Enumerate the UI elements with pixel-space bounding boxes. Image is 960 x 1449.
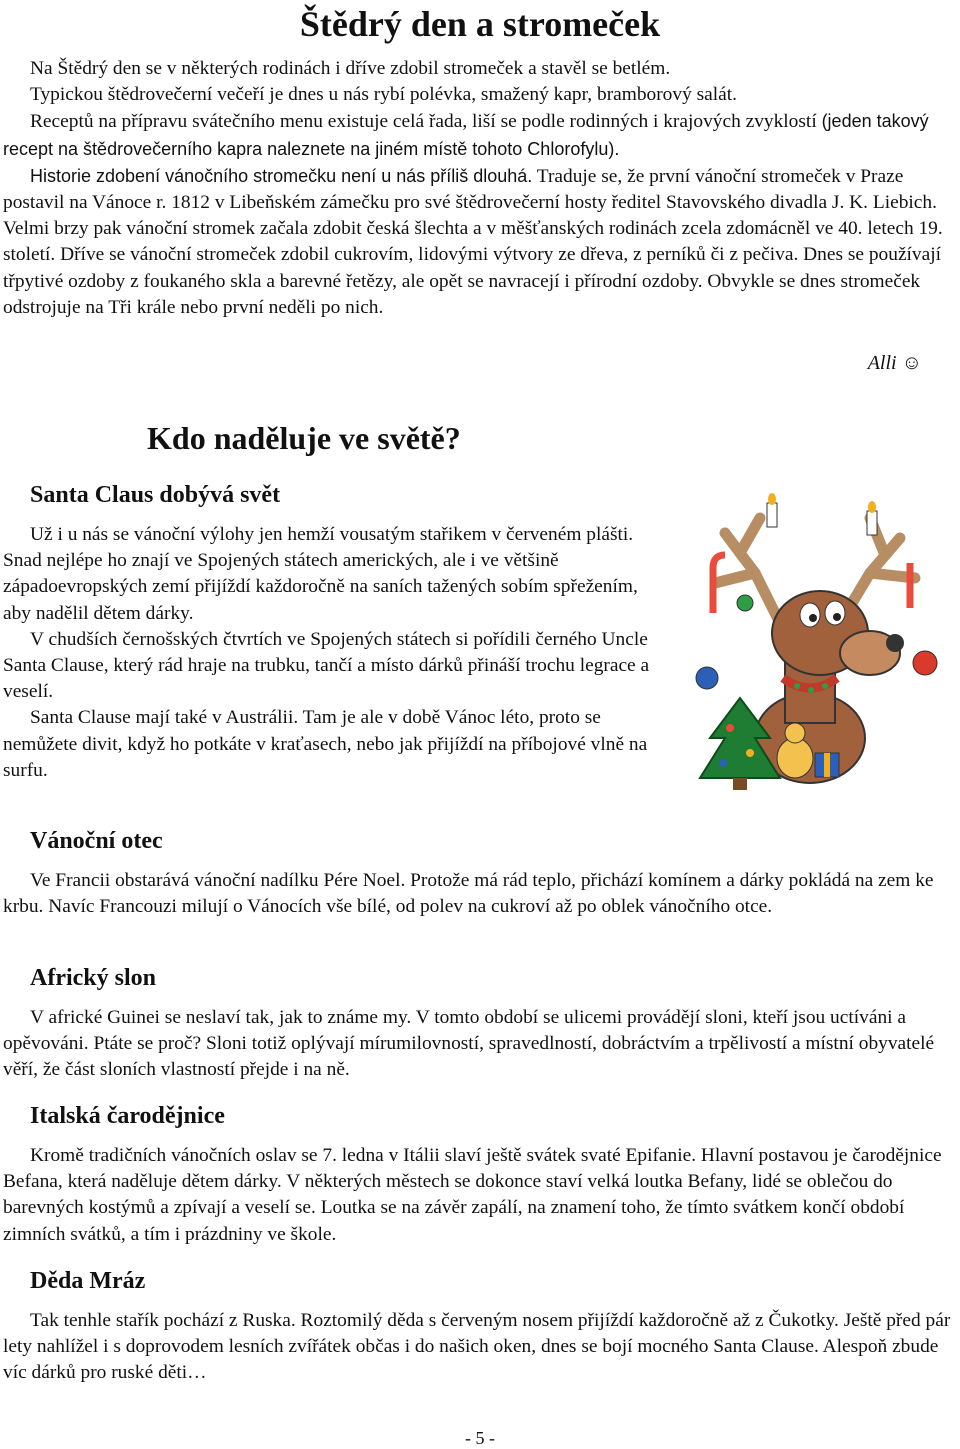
slon-section <box>3 963 958 1084</box>
santa-section <box>3 480 653 784</box>
mraz-section <box>3 1266 958 1387</box>
intro-paragraph-4 <box>3 163 958 321</box>
intro-paragraph-2: Typickou štědrovečerní večeří je dnes u nás rybí polévka, smažený kapr, bramborový salát. <box>30 84 737 106</box>
santa-title: Santa Claus dobývá svět <box>30 482 281 508</box>
page-title: Štědrý den a stromeček <box>299 4 661 44</box>
otec-paragraph: Ve Francii obstarává vánoční nadílku Pére Noel. Protože má rád teplo, přichází komínem a dárky pokládá na zem ke krbu. Navíc Francouzi milují o Vánocích vše bílé, od polev na cukroví až po oblek vánočního otce. <box>3 870 934 918</box>
slon-paragraph: V africké Guinei se neslaví tak, jak to známe my. V tomto období se ulicemi provádějí sloni, kteří jsou uctíváni a opěvováni. Ptáte se proč? Sloni totiž oplývají mírumilovností, spravedlností, dobráctvím a trpělivostí a místní obyvatelé věří, že část sloních vlastností přejde i na ně. <box>3 1007 935 1081</box>
intro-paragraph-3-a: Receptů na přípravu svátečního menu existuje celá řada, liší se podle rodinných i krajových zvyklostí <box>30 111 822 133</box>
carodejnice-section <box>3 1101 958 1248</box>
otec-title: Vánoční otec <box>30 828 163 854</box>
intro-section <box>3 56 958 321</box>
santa-paragraph-2: V chudších černošských čtvrtích ve Spojených státech si pořídili černého Uncle Santa Clause, který rád hraje na trubku, tančí a místo dárků přináší trochu legrace a veselí. <box>3 628 650 703</box>
intro-paragraph-1: Na Štědrý den se v některých rodinách i dříve zdobil stromeček a stavěl se betlém. <box>30 58 671 79</box>
carodejnice-title: Italská čarodějnice <box>30 1103 225 1129</box>
page-number: - 5 - <box>465 1428 495 1448</box>
santa-paragraph-3: Santa Clause mají také v Austrálii. Tam je ale v době Vánoc léto, proto se nemůžete divit, když ho potkáte v kraťasech, nebo jak přijíždí na příbojové vlně na surfu. <box>3 707 648 781</box>
carodejnice-paragraph: Kromě tradičních vánočních oslav se 7. ledna v Itálii slaví ještě svátek svaté Epifanie. Hlavní postavou je čarodějnice Befana, která naděluje dětem dárky. V některých městech se dokonce staví velká loutka Befany, lidé se oblečou do barevných kostýmů a zpívají a veselí se. Loutka se na závěr zapálí, na znamení toho, že tímto svátkem končí období zimních svátků, a tím i prázdniny ve škole. <box>3 1145 942 1245</box>
reindeer-icon <box>685 493 940 793</box>
intro-paragraph-3-b: (jeden takový recept na štědrovečerního kapra naleznete na jiném místě tohoto Chlorofylu). <box>3 111 929 159</box>
section-heading: Kdo naděluje ve světě? <box>147 420 461 456</box>
otec-section <box>3 826 958 920</box>
mraz-title: Děda Mráz <box>30 1268 146 1294</box>
santa-paragraph-1: Už i u nás se vánoční výlohy jen hemží vousatým stařikem v červeném plášti. Snad nejlépe ho znají ve Spojených státech amerických, ale i ve většině západoevropských zemí přijíždí každoročně na saních tažených sobím spřežením, aby nadělil dětem dárky. <box>3 524 638 624</box>
intro-paragraph-4-b: Traduje se, že první vánoční stromeček v Praze postavil na Vánoce r. 1812 v Libeňském zámečku pro své štědrovečerní hosty ředitel Stavovského divadla J. K. Liebich. Velmi brzy pak vánoční stromek začala zdobit česká šlechta a v měšťanských rodinách zcela zdomácněl ve 40. letech 19. století. Dříve se vánoční stromeček zdobil cukrovím, lidovými výtvory ze dřeva, z perníků či z pečiva. Dnes se používají třpytivé ozdoby z foukaného skla a barevné řetězy, ale opět se navracejí i přírodní ozdoby. Obvykle se dnes stromeček odstrojuje na Tři krále nebo první neděli po nich. <box>3 165 943 318</box>
author-signature: Alli ☺ <box>867 352 922 374</box>
intro-paragraph-4-a: Historie zdobení vánočního stromečku není u nás příliš dlouhá. <box>30 165 533 186</box>
intro-paragraph-3 <box>3 108 958 162</box>
mraz-paragraph: Tak tenhle stařík pochází z Ruska. Roztomilý děda s červeným nosem přijíždí každoročně až z Čukotky. Ještě před pár lety nahlížel i s doprovodem lesních zvířátek občas i do našich oken, dnes se bojí mocného Santa Clause. Alespoň zbude víc dárků pro ruské děti… <box>3 1310 951 1384</box>
slon-title: Africký slon <box>30 965 156 991</box>
